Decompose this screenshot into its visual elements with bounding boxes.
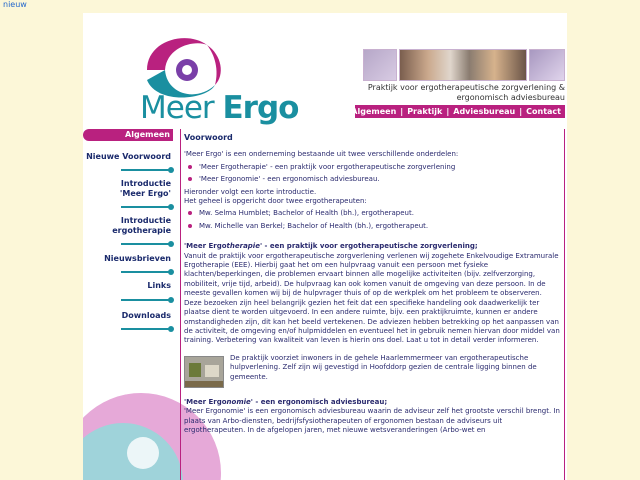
sidebar-divider — [121, 206, 171, 208]
intro-text: 'Meer Ergo' is een onderneming bestaande uit twee verschillende onderdelen: — [184, 150, 459, 159]
section-heading-ergotherapie: 'Meer Ergotherapie' - een praktijk voor ergotherapeutische zorgverlening; — [184, 242, 478, 251]
sidebar-title: Algemeen — [83, 129, 173, 141]
list-item: 'Meer Ergonomie' - een ergonomisch adviesbureau. — [184, 175, 560, 184]
photo-1 — [363, 49, 397, 81]
section-body: Vanuit de praktijk voor ergotherapeutische zorgverlening verlenen wij zogehete Enkelvoudige Extramurale Ergotherapie (EEE). Hierbij gaat het om een hulpvraag vanuit een persoon met fysieke klachten/beperkingen, die problemen ervaart binnen alle mogelijke activiteiten (bijv. zelfverzorging, mobiliteit, vrije tijd, arbeid). De hulpvraag kan ook komen vanuit de omgeving van deze persoon. In de meeste gevallen komen wij bij de hulpvrager thuis of op de werkplek om het probleem te observeren. Deze bezoeken zijn heel belangrijk gezien het feit dat een specifieke handeling ook daadwerkelijk ter plaatse dient te worden uitgevoerd. In een andere ruimte, bijv. een praktijkruimte, kunnen er andere omstandigheden zijn, dit kan het beeld vertekenen. De adviezen hebben betrekking op het aanpassen van de activiteit, de omgeving en/of hulpmiddelen en eventueel het in gebruik nemen hiervan door middel van training. Verbetering van kwaliteit van leven is hierin ons doel. Laat u tot in detail verder informeren. — [184, 251, 560, 345]
nav-adviesbureau[interactable]: Adviesbureau — [453, 107, 516, 116]
decor-flower — [127, 437, 159, 469]
sidebar-item-introductie-ergotherapie[interactable]: Introductie ergotherapie — [112, 216, 171, 235]
location-block — [184, 354, 560, 390]
sidebar-divider — [121, 243, 171, 245]
page-title: Voorwoord — [184, 133, 233, 142]
nav-separator: | — [400, 107, 404, 116]
follow-text: Het geheel is opgericht door twee ergotherapeuten: — [184, 197, 367, 206]
list-item: Mw. Selma Humblet; Bachelor of Health (bh.), ergotherapeut. — [184, 209, 560, 218]
nav-separator: | — [519, 107, 523, 116]
practice-photo — [184, 356, 224, 388]
section-heading-ergonomie: 'Meer Ergonomie' - een ergonomisch adviesbureau; — [184, 397, 388, 406]
sidebar-item-nieuwe-voorwoord[interactable]: Nieuwe Voorwoord — [86, 152, 171, 161]
nieuw-link[interactable]: nieuw — [3, 0, 27, 9]
sidebar-divider — [121, 271, 171, 273]
nav-contact[interactable]: Contact — [526, 107, 561, 116]
location-text: De praktijk voorziet inwoners in de gehele Haarlemmermeer van ergotherapeutische hulpverlening. Zelf zijn wij gevestigd in Hoofddorp gezien de centrale ligging binnen de gemeente. — [230, 353, 537, 381]
nav-algemeen[interactable]: Algemeen — [351, 107, 397, 116]
list-item: Mw. Michelle van Berkel; Bachelor of Health (bh.), ergotherapeut. — [184, 222, 560, 231]
sidebar-divider — [121, 328, 171, 330]
sidebar-item-introductie-meer-ergo[interactable]: Introductie 'Meer Ergo' — [119, 179, 171, 198]
page-container — [83, 13, 567, 480]
nav-separator: | — [446, 107, 450, 116]
follow-text: Hieronder volgt een korte introductie. — [184, 187, 317, 196]
nav-praktijk[interactable]: Praktijk — [407, 107, 443, 116]
tagline: Praktijk voor ergotherapeutische zorgverlening & ergonomisch adviesbureau — [367, 83, 565, 102]
sidebar-item-downloads[interactable]: Downloads — [121, 311, 171, 320]
top-navigation — [351, 105, 565, 118]
section-body: 'Meer Ergonomie' is een ergonomisch adviesbureau waarin de adviseur zelf het grootste verschil brengt. In plaats van Arbo-diensten, bedrijfsfysiotherapeuten of ergonomen bestaan de adviseurs uit ergotherapeuten. In de afgelopen jaren, met nieuwe wetsveranderingen (Arbo-wet en — [184, 407, 560, 434]
content-border — [180, 129, 181, 480]
sidebar-divider — [121, 169, 171, 171]
content-border — [564, 129, 565, 480]
sidebar-divider — [121, 299, 171, 301]
list-item: 'Meer Ergotherapie' - een praktijk voor ergotherapeutische zorgverlening — [184, 163, 560, 172]
photo-3 — [529, 49, 565, 81]
sidebar-item-nieuwsbrieven[interactable]: Nieuwsbrieven — [104, 254, 171, 263]
logo-wordmark: Meer Ergo — [140, 90, 299, 126]
main-content — [184, 133, 560, 435]
photo-2 — [399, 49, 527, 81]
sidebar-item-links[interactable]: Links — [147, 281, 171, 290]
